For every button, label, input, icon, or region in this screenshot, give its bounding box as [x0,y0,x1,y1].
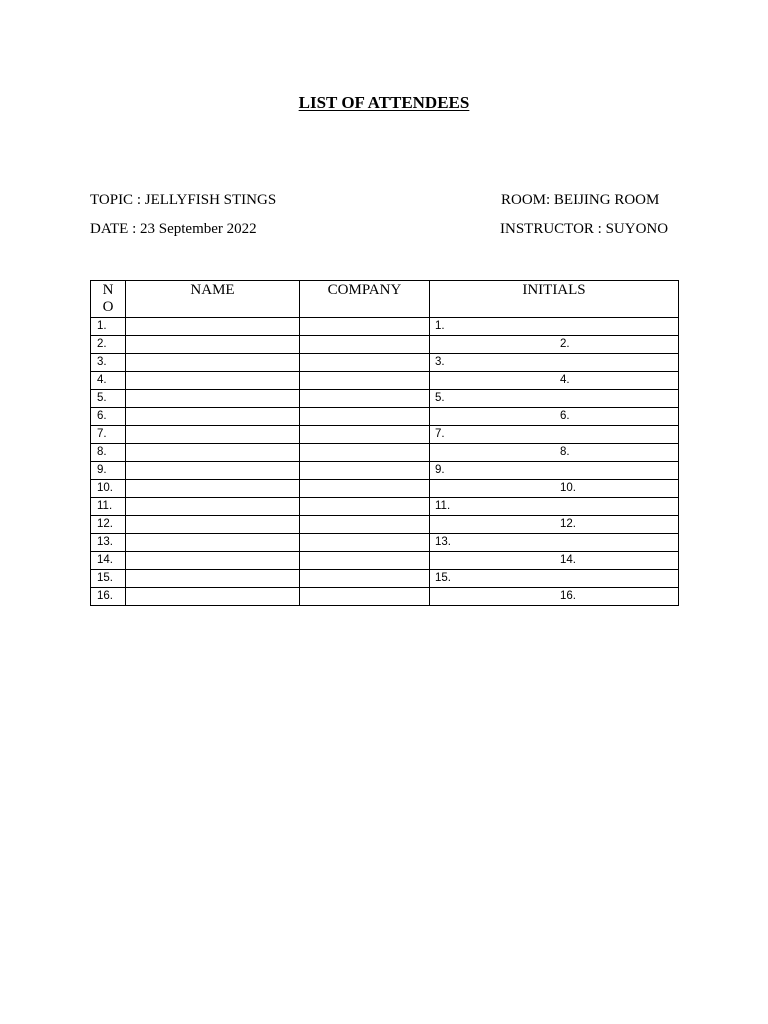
row-number: 16. [91,588,126,606]
initials-number: 6. [560,410,570,422]
initials-cell[interactable] [430,534,679,552]
name-cell[interactable] [126,516,300,534]
name-cell[interactable] [126,588,300,606]
header-no-line1: N [102,282,114,298]
company-cell[interactable] [300,462,430,480]
table-row [91,498,679,516]
company-cell[interactable] [300,516,430,534]
row-number: 2. [91,336,126,354]
company-cell[interactable] [300,534,430,552]
row-number: 8. [91,444,126,462]
row-number: 4. [91,372,126,390]
row-number: 12. [91,516,126,534]
table-row [91,408,679,426]
company-cell[interactable] [300,390,430,408]
initials-cell[interactable] [430,498,679,516]
row-number: 14. [91,552,126,570]
header-name: NAME [126,281,300,318]
initials-cell[interactable] [430,426,679,444]
header-no [91,281,126,318]
initials-cell[interactable] [430,588,679,606]
initials-number: 1. [435,320,445,332]
initials-number: 3. [435,356,445,368]
row-number: 3. [91,354,126,372]
name-cell[interactable] [126,444,300,462]
initials-number: 11. [435,500,451,512]
initials-cell[interactable] [430,462,679,480]
room-label: ROOM: BEIJING ROOM [501,192,660,208]
topic-label: TOPIC : JELLYFISH STINGS [90,192,277,208]
table-row [91,354,679,372]
initials-number: 5. [435,392,445,404]
table-row [91,462,679,480]
initials-cell[interactable] [430,444,679,462]
initials-cell[interactable] [430,318,679,336]
row-number: 9. [91,462,126,480]
table-row [91,444,679,462]
initials-number: 9. [435,464,445,476]
table-row [91,390,679,408]
company-cell[interactable] [300,354,430,372]
company-cell[interactable] [300,552,430,570]
company-cell[interactable] [300,336,430,354]
company-cell[interactable] [300,480,430,498]
name-cell[interactable] [126,462,300,480]
row-number: 10. [91,480,126,498]
row-number: 13. [91,534,126,552]
header-initials: INITIALS [430,281,679,318]
date-label: DATE : 23 September 2022 [90,221,257,237]
company-cell[interactable] [300,498,430,516]
initials-cell[interactable] [430,570,679,588]
initials-number: 7. [435,428,445,440]
table-row [91,588,679,606]
name-cell[interactable] [126,390,300,408]
name-cell[interactable] [126,408,300,426]
row-number: 5. [91,390,126,408]
header-company: COMPANY [300,281,430,318]
company-cell[interactable] [300,318,430,336]
initials-number: 13. [435,536,451,548]
initials-cell[interactable] [430,354,679,372]
table-row [91,426,679,444]
name-cell[interactable] [126,318,300,336]
company-cell[interactable] [300,444,430,462]
initials-number: 15. [435,572,451,584]
initials-number: 2. [560,338,570,350]
initials-cell[interactable] [430,516,679,534]
initials-cell[interactable] [430,552,679,570]
row-number: 7. [91,426,126,444]
header-no-line2: O [102,299,114,315]
name-cell[interactable] [126,552,300,570]
row-number: 11. [91,498,126,516]
table-header-row [91,281,679,318]
name-cell[interactable] [126,336,300,354]
name-cell[interactable] [126,498,300,516]
name-cell[interactable] [126,372,300,390]
initials-number: 16. [560,590,576,602]
row-number: 6. [91,408,126,426]
name-cell[interactable] [126,354,300,372]
company-cell[interactable] [300,372,430,390]
name-cell[interactable] [126,570,300,588]
initials-cell[interactable] [430,336,679,354]
company-cell[interactable] [300,426,430,444]
name-cell[interactable] [126,480,300,498]
instructor-label: INSTRUCTOR : SUYONO [500,221,669,237]
table-row [91,318,679,336]
initials-number: 12. [560,518,576,530]
company-cell[interactable] [300,588,430,606]
row-number: 1. [91,318,126,336]
company-cell[interactable] [300,570,430,588]
initials-number: 8. [560,446,570,458]
company-cell[interactable] [300,408,430,426]
initials-cell[interactable] [430,408,679,426]
table-row [91,372,679,390]
initials-number: 4. [560,374,570,386]
initials-number: 14. [560,554,576,566]
table-row [91,534,679,552]
table-row [91,480,679,498]
name-cell[interactable] [126,534,300,552]
initials-cell[interactable] [430,390,679,408]
row-number: 15. [91,570,126,588]
document-title: LIST OF ATTENDEES [298,93,470,112]
table-row [91,570,679,588]
table-row [91,336,679,354]
attendees-table [90,280,679,606]
table-row [91,552,679,570]
name-cell[interactable] [126,426,300,444]
initials-cell[interactable] [430,480,679,498]
initials-number: 10. [560,482,576,494]
table-row [91,516,679,534]
initials-cell[interactable] [430,372,679,390]
